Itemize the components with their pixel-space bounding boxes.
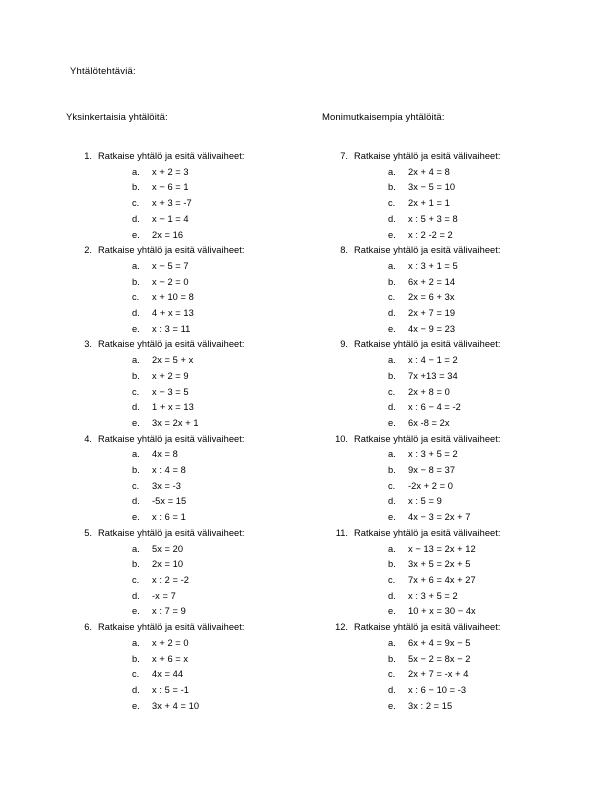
subtask-letter: c. [388, 574, 396, 585]
task-item [322, 526, 580, 620]
subtask-letter: a. [132, 260, 140, 271]
subtask-text: x + 10 = 8 [152, 292, 194, 303]
task-list-left [66, 149, 324, 714]
subtask-text: 2x + 8 = 0 [408, 386, 450, 397]
task-number: 10. [335, 433, 348, 444]
subtask-text: 3x = -3 [152, 480, 182, 491]
subtask-item [388, 180, 580, 196]
subtask-text: 3x : 2 = 15 [408, 700, 453, 711]
subtask-text: 4x − 9 = 23 [408, 323, 456, 334]
subtask-item [388, 589, 580, 605]
subtask-list [354, 353, 580, 432]
subtask-letter: b. [132, 182, 140, 193]
subtask-item [388, 165, 580, 181]
task-number: 11. [335, 527, 348, 538]
task-text: Ratkaise yhtälö ja esitä välivaiheet: [98, 245, 245, 256]
subtask-text: x − 3 = 5 [152, 386, 189, 397]
page-title: Yhtälötehtäviä: [70, 66, 136, 77]
subtask-text: 7x +13 = 34 [408, 370, 458, 381]
subtask-item [132, 180, 324, 196]
subtask-letter: d. [132, 402, 140, 413]
subtask-text: x + 3 = -7 [152, 198, 192, 209]
subtask-letter: a. [132, 637, 140, 648]
subtask-item [388, 228, 580, 244]
subtask-text: x − 6 = 1 [152, 182, 189, 193]
task-item [66, 337, 324, 431]
subtask-list [354, 447, 580, 526]
subtask-letter: b. [132, 276, 140, 287]
subtask-item [388, 604, 580, 620]
task-item [66, 432, 324, 526]
subtask-text: 2x = 16 [152, 229, 184, 240]
subtask-text: -5x = 15 [152, 496, 187, 507]
subtask-text: 2x = 10 [152, 559, 184, 570]
subtask-text: 2x + 7 = -x + 4 [408, 669, 469, 680]
subtask-list [98, 636, 324, 715]
subtask-letter: d. [132, 496, 140, 507]
task-list-right [322, 149, 580, 714]
subtask-letter: c. [132, 292, 140, 303]
subtask-list [98, 353, 324, 432]
subtask-list [98, 542, 324, 621]
subtask-item [132, 385, 324, 401]
subtask-letter: a. [132, 449, 140, 460]
subtask-item [388, 353, 580, 369]
subtask-item [388, 542, 580, 558]
subtask-item [388, 573, 580, 589]
subtask-text: 7x + 6 = 4x + 27 [408, 574, 476, 585]
subtask-letter: b. [132, 370, 140, 381]
subtask-letter: c. [388, 386, 396, 397]
subtask-item [132, 369, 324, 385]
subtask-letter: d. [388, 496, 396, 507]
subtask-letter: e. [132, 323, 140, 334]
subtask-text: x − 1 = 4 [152, 213, 189, 224]
subtask-text: x + 2 = 3 [152, 166, 189, 177]
subtask-item [388, 259, 580, 275]
subtask-item [132, 290, 324, 306]
subtask-text: x : 3 + 1 = 5 [408, 260, 458, 271]
subtask-letter: a. [388, 449, 396, 460]
subtask-letter: c. [388, 198, 396, 209]
subtask-item [132, 652, 324, 668]
subtask-item [132, 196, 324, 212]
subtask-text: x : 6 = 1 [152, 512, 186, 523]
subtask-item [388, 463, 580, 479]
subtask-text: x : 3 + 5 = 2 [408, 590, 458, 601]
subtask-item [132, 589, 324, 605]
subtask-text: x : 7 = 9 [152, 606, 186, 617]
subtask-text: x : 4 = 8 [152, 465, 186, 476]
subtask-text: x + 2 = 9 [152, 370, 189, 381]
subtask-item [132, 322, 324, 338]
column-complex-equations [322, 112, 580, 714]
subtask-item [132, 494, 324, 510]
subtask-text: x : 5 = -1 [152, 684, 189, 695]
subtask-item [388, 385, 580, 401]
task-item [66, 149, 324, 243]
subtask-letter: a. [132, 355, 140, 366]
subtask-item [132, 353, 324, 369]
subtask-item [132, 400, 324, 416]
subtask-letter: c. [388, 669, 396, 680]
subtask-text: 1 + x = 13 [152, 402, 194, 413]
task-text: Ratkaise yhtälö ja esitä välivaiheet: [98, 622, 245, 633]
subtask-item [388, 494, 580, 510]
subtask-item [388, 322, 580, 338]
subtask-item [132, 604, 324, 620]
subtask-letter: e. [388, 229, 396, 240]
task-number: 7. [340, 151, 348, 161]
task-number: 6. [84, 622, 92, 633]
subtask-text: 2x + 1 = 1 [408, 198, 450, 209]
subtask-text: x + 2 = 0 [152, 637, 189, 648]
subtask-item [132, 557, 324, 573]
subtask-list [354, 165, 580, 244]
subtask-letter: a. [388, 543, 396, 554]
subtask-text: 4x − 3 = 2x + 7 [408, 512, 471, 523]
subtask-item [132, 416, 324, 432]
subtask-item [132, 212, 324, 228]
subtask-item [388, 416, 580, 432]
subtask-letter: e. [132, 417, 140, 428]
task-number: 8. [340, 245, 348, 256]
subtask-letter: d. [388, 402, 396, 413]
subtask-text: x : 6 − 10 = -3 [408, 684, 467, 695]
subtask-item [388, 652, 580, 668]
task-number: 1. [84, 151, 92, 161]
subtask-letter: a. [388, 166, 396, 177]
subtask-letter: d. [132, 684, 140, 695]
subtask-text: 2x = 6 + 3x [408, 292, 455, 303]
subtask-letter: e. [388, 700, 396, 711]
subtask-item [132, 275, 324, 291]
subtask-text: x : 3 + 5 = 2 [408, 449, 458, 460]
task-item [322, 620, 580, 714]
subtask-item [132, 683, 324, 699]
subtask-text: x − 13 = 2x + 12 [408, 543, 476, 554]
subtask-letter: d. [132, 308, 140, 319]
subtask-text: 4 + x = 13 [152, 308, 194, 319]
subtask-item [132, 667, 324, 683]
subtask-list [98, 165, 324, 244]
subtask-letter: e. [132, 606, 140, 617]
subtask-item [388, 510, 580, 526]
subtask-text: 9x − 8 = 37 [408, 465, 456, 476]
task-text: Ratkaise yhtälö ja esitä välivaiheet: [354, 245, 501, 256]
subtask-item [132, 165, 324, 181]
task-text: Ratkaise yhtälö ja esitä välivaiheet: [354, 339, 501, 350]
subtask-item [132, 510, 324, 526]
subtask-item [132, 636, 324, 652]
task-item [66, 243, 324, 337]
subtask-text: x : 3 = 11 [152, 323, 191, 334]
subtask-item [132, 479, 324, 495]
subtask-item [132, 228, 324, 244]
subtask-text: 3x + 5 = 2x + 5 [408, 559, 471, 570]
subtask-letter: c. [388, 292, 396, 303]
task-item [66, 620, 324, 714]
subtask-letter: e. [132, 700, 140, 711]
subtask-item [388, 369, 580, 385]
subtask-letter: c. [132, 480, 140, 491]
task-number: 5. [84, 527, 92, 538]
subtask-text: x : 5 = 9 [408, 496, 442, 507]
task-number: 2. [84, 245, 92, 256]
subtask-item [388, 683, 580, 699]
subtask-letter: d. [388, 213, 396, 224]
task-text: Ratkaise yhtälö ja esitä välivaiheet: [354, 433, 501, 444]
subtask-letter: c. [132, 198, 140, 209]
subtask-letter: c. [132, 386, 140, 397]
subtask-letter: b. [132, 465, 140, 476]
subtask-letter: e. [388, 417, 396, 428]
subtask-text: 6x + 2 = 14 [408, 276, 456, 287]
subtask-letter: e. [132, 229, 140, 240]
subtask-list [354, 542, 580, 621]
subtask-letter: b. [388, 653, 396, 664]
subtask-text: x : 6 − 4 = -2 [408, 402, 461, 413]
subtask-text: x : 4 − 1 = 2 [408, 355, 458, 366]
subtask-item [388, 636, 580, 652]
task-text: Ratkaise yhtälö ja esitä välivaiheet: [98, 339, 245, 350]
task-number: 9. [340, 339, 348, 350]
subtask-letter: b. [388, 276, 396, 287]
subtask-letter: e. [388, 606, 396, 617]
subtask-text: 2x + 7 = 19 [408, 308, 456, 319]
task-text: Ratkaise yhtälö ja esitä välivaiheet: [354, 527, 501, 538]
subtask-letter: d. [388, 590, 396, 601]
subtask-text: 5x = 20 [152, 543, 184, 554]
subtask-item [388, 447, 580, 463]
subtask-item [388, 196, 580, 212]
subtask-letter: a. [388, 637, 396, 648]
subtask-text: 6x -8 = 2x [408, 417, 450, 428]
subtask-letter: c. [132, 669, 140, 680]
task-number: 4. [84, 433, 92, 444]
subtask-item [132, 542, 324, 558]
subtask-letter: d. [388, 684, 396, 695]
subtask-text: -x = 7 [152, 590, 176, 601]
subtask-text: x − 5 = 7 [152, 260, 189, 271]
subtask-item [388, 400, 580, 416]
subtask-letter: a. [388, 355, 396, 366]
subtask-item [388, 557, 580, 573]
subtask-letter: a. [132, 543, 140, 554]
subtask-item [132, 306, 324, 322]
subtask-letter: d. [388, 308, 396, 319]
subtask-text: 5x − 2 = 8x − 2 [408, 653, 471, 664]
subtask-text: x : 5 + 3 = 8 [408, 213, 458, 224]
subtask-item [388, 479, 580, 495]
subtask-letter: a. [388, 260, 396, 271]
subtask-letter: e. [132, 512, 140, 523]
subtask-text: -2x + 2 = 0 [408, 480, 453, 491]
task-text: Ratkaise yhtälö ja esitä välivaiheet: [98, 151, 245, 161]
subtask-item [132, 699, 324, 715]
subtask-text: x : 2 -2 = 2 [408, 229, 453, 240]
subtask-letter: b. [388, 370, 396, 381]
task-text: Ratkaise yhtälö ja esitä välivaiheet: [98, 527, 245, 538]
subtask-item [388, 290, 580, 306]
subtask-text: 4x = 8 [152, 449, 178, 460]
subtask-letter: e. [388, 512, 396, 523]
subtask-item [388, 667, 580, 683]
subtask-text: 10 + x = 30 − 4x [408, 606, 476, 617]
subtask-item [388, 699, 580, 715]
task-text: Ratkaise yhtälö ja esitä välivaiheet: [354, 622, 501, 633]
subtask-letter: c. [388, 480, 396, 491]
task-item [322, 243, 580, 337]
subtask-list [354, 259, 580, 338]
subtask-letter: e. [388, 323, 396, 334]
subtask-letter: b. [132, 653, 140, 664]
task-number: 3. [84, 339, 92, 350]
subtask-item [388, 212, 580, 228]
subtask-letter: d. [132, 213, 140, 224]
subtask-item [388, 275, 580, 291]
task-number: 12. [335, 622, 348, 633]
subtask-letter: a. [132, 166, 140, 177]
subtask-text: x : 2 = -2 [152, 574, 189, 585]
subtask-list [98, 259, 324, 338]
subtask-text: 2x + 4 = 8 [408, 166, 450, 177]
task-item [322, 337, 580, 431]
subtask-text: 3x − 5 = 10 [408, 182, 456, 193]
subtask-list [98, 447, 324, 526]
task-item [322, 432, 580, 526]
subtask-letter: d. [132, 590, 140, 601]
task-text: Ratkaise yhtälö ja esitä välivaiheet: [98, 433, 245, 444]
subtask-text: 4x = 44 [152, 669, 184, 680]
task-item [322, 149, 580, 243]
subtask-text: x − 2 = 0 [152, 276, 189, 287]
subtask-item [388, 306, 580, 322]
subtask-letter: b. [388, 182, 396, 193]
subtask-list [354, 636, 580, 715]
subtask-text: 2x = 5 + x [152, 355, 194, 366]
task-text: Ratkaise yhtälö ja esitä välivaiheet: [354, 151, 501, 161]
subtask-item [132, 573, 324, 589]
subtask-text: 3x + 4 = 10 [152, 700, 200, 711]
subtask-text: x + 6 = x [152, 653, 189, 664]
subtask-text: 3x = 2x + 1 [152, 417, 199, 428]
subtask-text: 6x + 4 = 9x − 5 [408, 637, 471, 648]
column-heading: Yksinkertaisia yhtälöitä: [66, 112, 168, 123]
subtask-letter: b. [388, 559, 396, 570]
task-item [66, 526, 324, 620]
column-heading: Monimutkaisempia yhtälöitä: [322, 112, 445, 123]
column-simple-equations [66, 112, 324, 714]
subtask-item [132, 463, 324, 479]
subtask-item [132, 259, 324, 275]
subtask-letter: b. [132, 559, 140, 570]
subtask-item [132, 447, 324, 463]
subtask-letter: b. [388, 465, 396, 476]
subtask-letter: c. [132, 574, 140, 585]
